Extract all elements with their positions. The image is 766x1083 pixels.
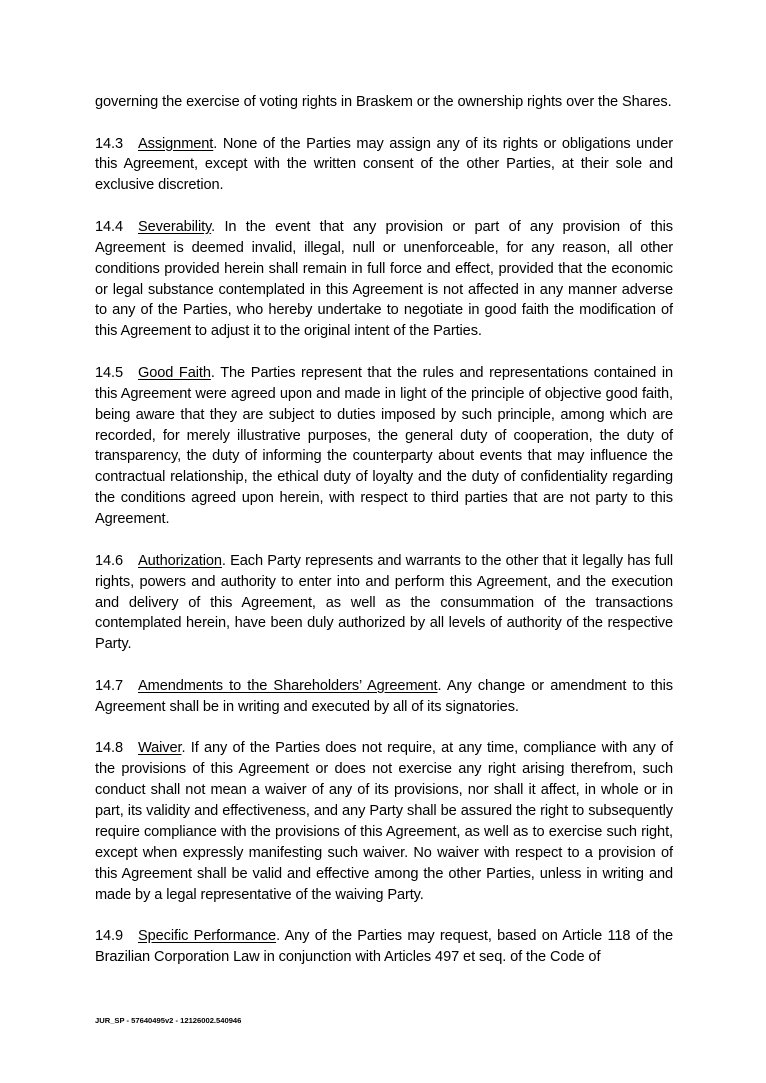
section-number: 14.7 xyxy=(95,677,124,694)
section-14-6 xyxy=(95,551,673,656)
paragraph-gap xyxy=(95,718,673,739)
section-number: 14.6 xyxy=(95,552,124,569)
document-body xyxy=(95,92,673,968)
document-footer-id: JUR_SP - 57640495v2 - 12126002.540946 xyxy=(95,1016,242,1025)
section-heading: Assignment xyxy=(138,135,214,152)
paragraph-gap xyxy=(95,655,673,676)
section-heading: Waiver xyxy=(138,740,182,757)
section-text: . In the event that any provision or part of any provision of this Agreement is deemed invalid, illegal, null or unenforceable, for any reason, all other conditions provided herein shall remain in full force and effect, provided that the economic or legal substance contemplated in this Agreement is not affected in any manner adverse to any of the Parties, who hereby undertake to negotiate in good faith the modification of this Agreement to adjust it to the original intent of the Parties. xyxy=(95,218,673,340)
section-14-8 xyxy=(95,738,673,905)
section-heading: Specific Performance xyxy=(138,928,277,945)
section-text: . If any of the Parties does not require, at any time, compliance with any of the provisions of this Agreement or does not exercise any right arising therefrom, such conduct shall not mean a waiver of any of its provisions, nor shall it affect, in whole or in part, its validity and effectiveness, and any Party shall be assured the right to subsequently require compliance with the provisions of this Agreement, as well as to exercise such right, except when expressly manifesting such waiver. No waiver with respect to a provision of this Agreement shall be valid and effective among the other Parties, unless in writing and made by a legal representative of the waiving Party. xyxy=(95,740,673,903)
paragraph-gap xyxy=(95,905,673,926)
section-text: . None of the Parties may assign any of its rights or obligations under this Agreement, except with the written consent of the other Parties, at their sole and exclusive discretion. xyxy=(95,135,673,194)
section-number: 14.8 xyxy=(95,740,124,757)
section-heading: Amendments to the Shareholders’ Agreement xyxy=(138,677,438,694)
section-14-4 xyxy=(95,217,673,342)
section-heading: Authorization xyxy=(138,552,222,569)
section-14-9 xyxy=(95,926,673,968)
section-text: . The Parties represent that the rules and representations contained in this Agreement were agreed upon and made in light of the principle of objective good faith, being aware that they are subject to duties imposed by such principle, among which are recorded, for merely illustrative purposes, the general duty of cooperation, the duty of transparency, the duty of informing the counterparty about events that may influence the contractual relationship, the ethical duty of loyalty and the duty of confidentiality regarding the conditions agreed upon herein, with respect to third parties that are not party to this Agreement. xyxy=(95,364,673,528)
section-heading: Good Faith xyxy=(138,364,211,381)
section-14-5 xyxy=(95,363,673,530)
section-text: . Each Party represents and warrants to the other that it legally has full rights, powers and authority to enter into and perform this Agreement, and the execution and delivery of this Agreement, as well as the consummation of the transactions contemplated herein, have been duly authorized by all levels of authority of the respective Party. xyxy=(95,552,673,653)
section-number: 14.9 xyxy=(95,928,124,945)
section-number: 14.5 xyxy=(95,364,124,381)
paragraph-gap xyxy=(95,113,673,134)
paragraph-gap xyxy=(95,342,673,363)
paragraph-gap xyxy=(95,196,673,217)
section-14-3 xyxy=(95,134,673,197)
paragraph-gap xyxy=(95,530,673,551)
section-text: . Any change or amendment to this Agreement shall be in writing and executed by all of its signatories. xyxy=(95,677,673,715)
section-14-7 xyxy=(95,676,673,718)
section-number: 14.3 xyxy=(95,135,124,152)
section-heading: Severability xyxy=(138,218,212,235)
continuation-paragraph: governing the exercise of voting rights in Braskem or the ownership rights over the Shares. xyxy=(95,94,672,110)
section-number: 14.4 xyxy=(95,218,124,235)
section-text: . Any of the Parties may request, based on Article 118 of the Brazilian Corporation Law in conjunction with Articles 497 et seq. of the Code of xyxy=(95,928,673,965)
